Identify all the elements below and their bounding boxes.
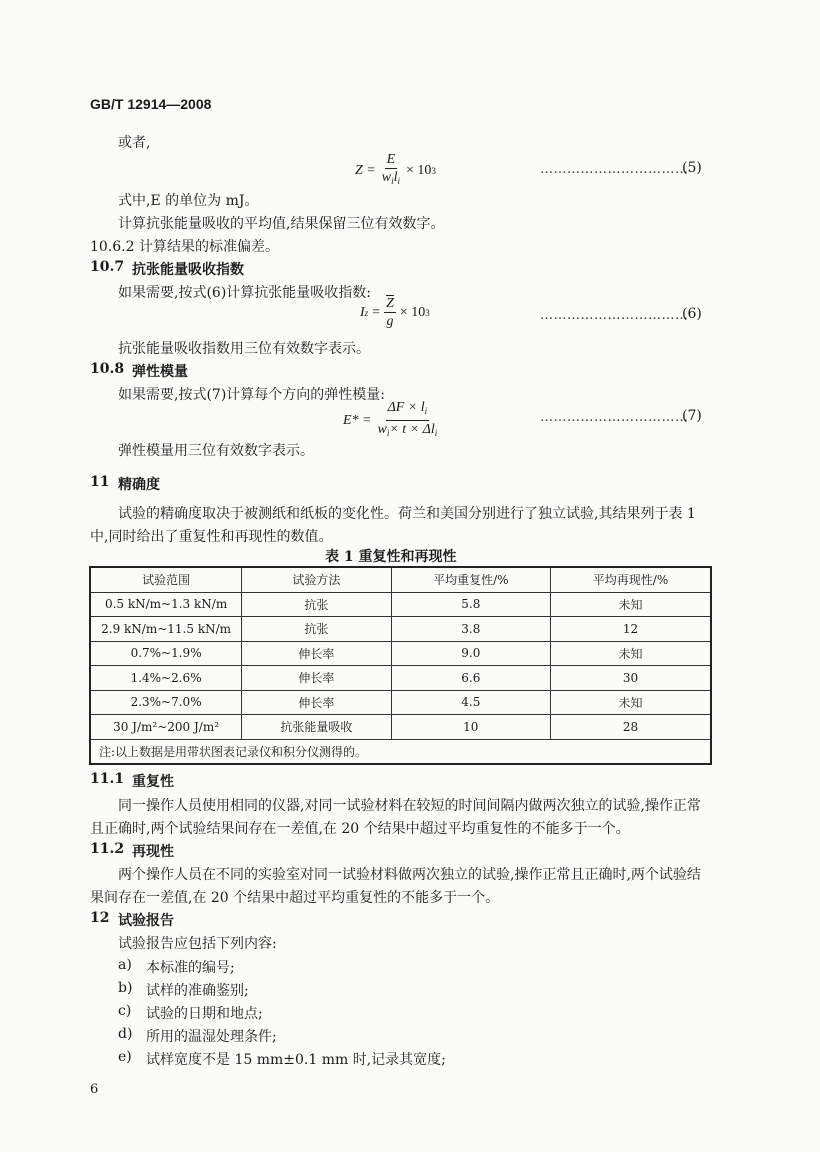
table-cell: 10	[391, 715, 550, 740]
report-item-text: 试样宽度不是 15 mm±0.1 mm 时,记录其宽度;	[146, 1052, 446, 1068]
formula-6-lhs-sub: z	[364, 307, 369, 318]
formula-7-den-w-sub: i	[386, 428, 390, 438]
formula-6-times: × 10	[399, 304, 426, 320]
section-11-1-title: 重复性	[132, 774, 174, 790]
report-item-label: c)	[118, 1003, 132, 1019]
formula-7-num-main: ΔF × l	[387, 400, 425, 415]
formula-6-numerator: $\overline{Z}$	[386, 296, 394, 311]
formula-5-leader-dots: ……………………………	[540, 162, 689, 177]
formula-5-number: (5)	[682, 160, 702, 176]
table-cell: 30	[551, 666, 711, 691]
formula-6	[360, 296, 430, 329]
section-11-2-title: 再现性	[132, 844, 174, 860]
formula-7-number: (7)	[682, 408, 702, 424]
formula-7-den-rest: × t × Δl	[389, 422, 435, 437]
table-cell: 5.8	[391, 592, 550, 617]
report-item-label: b)	[118, 980, 133, 996]
section-10-7-intro: 如果需要,按式(6)计算抗张能量吸收指数:	[118, 285, 371, 301]
table-cell: 伸长率	[242, 666, 391, 691]
formula-5-den-l: l	[393, 170, 398, 185]
formula-5-lhs: Z =	[355, 162, 376, 178]
report-item-text: 所用的温湿处理条件;	[146, 1029, 277, 1045]
table-row	[90, 641, 711, 666]
table-cell: 抗张能量吸收	[242, 715, 391, 740]
standard-code: GB/T 12914—2008	[90, 96, 212, 112]
report-item-text: 试验的日期和地点;	[146, 1006, 263, 1022]
table-cell: 伸长率	[242, 690, 391, 715]
formula-7-numerator	[386, 400, 430, 421]
formula-7-den-w: w	[377, 422, 387, 437]
section-10-6-2: 10.6.2 计算结果的标准偏差。	[90, 239, 279, 255]
or-text: 或者,	[118, 135, 151, 151]
table-cell: 6.6	[391, 666, 550, 691]
section-10-7-title: 抗张能量吸收指数	[132, 262, 244, 278]
table-header-cell: 试验方法	[242, 567, 391, 592]
section-11-number: 11	[90, 474, 110, 490]
precision-table	[89, 566, 712, 765]
table-cell: 12	[551, 617, 711, 642]
section-11-para-line1: 试验的精确度取决于被测纸和纸板的变化性。荷兰和美国分别进行了独立试验,其结果列于表 1	[118, 506, 696, 522]
table-note: 注:以上数据是用带状图表记录仪和积分仪测得的。	[90, 739, 711, 764]
table-cell: 伸长率	[242, 641, 391, 666]
section-10-7-result: 抗张能量吸收指数用三位有效数字表示。	[118, 341, 370, 357]
section-12-intro: 试验报告应包括下列内容:	[118, 936, 277, 952]
page-number: 6	[90, 1082, 99, 1097]
table-cell: 未知	[551, 592, 711, 617]
table-cell: 0.7%~1.9%	[90, 641, 242, 666]
formula-5	[355, 152, 436, 189]
table-cell: 4.5	[391, 690, 550, 715]
formula-6-exp: 3	[425, 307, 430, 318]
section-10-7-number: 10.7	[90, 259, 125, 275]
section-11-1-line2: 且正确时,两个试验结果间存在一差值,在 20 个结果中超过平均重复性的不能多于一个。	[90, 821, 630, 837]
formula-5-den-l-sub: i	[397, 176, 400, 186]
where-text: 式中,E 的单位为 mJ。	[118, 193, 259, 209]
section-11-1-number: 11.1	[90, 771, 125, 787]
section-11-2-line1: 两个操作人员在不同的实验室对同一试验材料做两次独立的试验,操作正常且正确时,两个试验结	[118, 867, 701, 883]
table-cell: 抗张	[242, 617, 391, 642]
section-11-2-line2: 果间存在一差值,在 20 个结果中超过平均重复性的不能多于一个。	[90, 890, 500, 906]
report-item-label: e)	[118, 1049, 132, 1065]
formula-5-numerator: E	[386, 152, 396, 167]
report-item-label: a)	[118, 957, 132, 973]
table-cell: 未知	[551, 690, 711, 715]
table-header-cell: 试验范围	[90, 567, 242, 592]
section-11-para-line2: 中,同时给出了重复性和再现性的数值。	[90, 529, 333, 545]
section-10-8-intro: 如果需要,按式(7)计算每个方向的弹性模量:	[118, 387, 385, 403]
formula-6-fraction	[384, 296, 396, 329]
table-cell: 28	[551, 715, 711, 740]
formula-6-number: (6)	[682, 306, 702, 322]
table-cell: 2.9 kN/m~11.5 kN/m	[90, 617, 242, 642]
formula-7-num-sub: i	[424, 406, 428, 416]
table-cell: 2.3%~7.0%	[90, 690, 242, 715]
formula-6-lhs: I	[360, 304, 365, 320]
table-row	[90, 690, 711, 715]
formula-5-den-w-sub: i	[391, 176, 394, 186]
table-row	[90, 715, 711, 740]
formula-6-denominator: g	[386, 314, 394, 329]
table-row	[90, 592, 711, 617]
table-cell: 9.0	[391, 641, 550, 666]
formula-7	[343, 400, 443, 441]
formula-6-eq: =	[372, 304, 381, 320]
table-cell: 未知	[551, 641, 711, 666]
table-header-cell: 平均重复性/%	[391, 567, 550, 592]
table-caption: 表 1 重复性和再现性	[325, 549, 457, 565]
calc-avg-text: 计算抗张能量吸收的平均值,结果保留三位有效数字。	[118, 216, 445, 232]
section-11-1-line1: 同一操作人员使用相同的仪器,对同一试验材料在较短的时间间隔内做两次独立的试验,操作正常	[118, 798, 701, 814]
section-10-8-title: 弹性模量	[132, 364, 188, 380]
formula-5-exp: 3	[431, 165, 436, 176]
table-header-row	[90, 567, 711, 592]
table-note-row	[90, 739, 711, 764]
table-cell: 1.4%~2.6%	[90, 666, 242, 691]
formula-5-denominator	[380, 169, 402, 189]
table-cell: 3.8	[391, 617, 550, 642]
formula-7-denominator	[376, 421, 440, 441]
formula-7-den-rest-sub: i	[434, 428, 438, 438]
section-10-8-number: 10.8	[90, 361, 125, 377]
section-11-title: 精确度	[118, 477, 160, 493]
table-cell: 30 J/m²~200 J/m²	[90, 715, 242, 740]
table-row	[90, 666, 711, 691]
table-cell: 0.5 kN/m~1.3 kN/m	[90, 592, 242, 617]
table-header-cell: 平均再现性/%	[551, 567, 711, 592]
table-cell: 抗张	[242, 592, 391, 617]
section-12-number: 12	[90, 910, 110, 926]
formula-7-leader-dots: ……………………………	[540, 410, 689, 425]
formula-7-lhs: E* =	[343, 412, 372, 428]
report-item-label: d)	[118, 1026, 133, 1042]
table-row	[90, 617, 711, 642]
formula-5-den-w: w	[381, 170, 392, 185]
section-10-8-result: 弹性模量用三位有效数字表示。	[118, 443, 314, 459]
section-11-2-number: 11.2	[90, 841, 125, 857]
section-12-title: 试验报告	[118, 913, 174, 929]
report-item-text: 试样的准确鉴别;	[146, 983, 249, 999]
formula-5-times: × 10	[406, 162, 432, 178]
formula-6-leader-dots: ……………………………	[540, 308, 689, 323]
report-item-text: 本标准的编号;	[146, 960, 235, 976]
formula-7-fraction	[376, 400, 440, 441]
formula-5-fraction	[380, 152, 402, 189]
